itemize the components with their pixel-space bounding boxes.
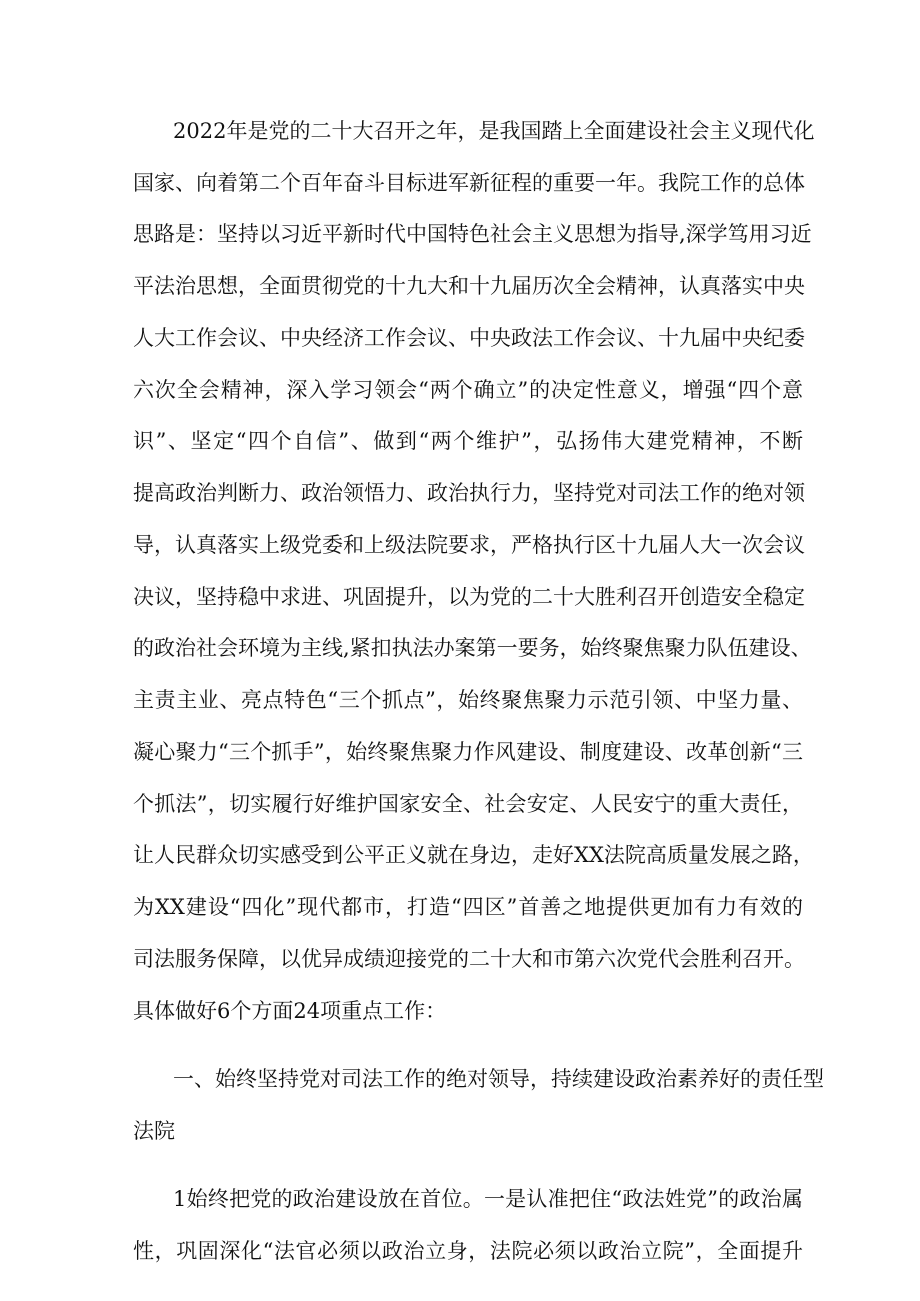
paragraph-line: 导，认真落实上级党委和上级法院要求，严格执行区十九届人大一次会议 xyxy=(133,533,805,557)
section-heading-line: 一、始终坚持党对司法工作的绝对领导，持续建设政治素养好的责任型 xyxy=(173,1067,824,1091)
paragraph-line: 具体做好6个方面24项重点工作： xyxy=(133,999,447,1023)
paragraph-line: 2022年是党的二十大召开之年，是我国踏上全面建设社会主义现代化 xyxy=(173,119,815,143)
paragraph-line: 为XX建设“四化”现代都市，打造“四区”首善之地提供更加有力有效的 xyxy=(133,895,803,919)
paragraph-line: 六次全会精神，深入学习领会“两个确立”的决定性意义，增强“四个意 xyxy=(133,378,803,402)
paragraph-line: 主责主业、亮点特色“三个抓点”，始终聚焦聚力示范引领、中坚力量、 xyxy=(133,688,803,712)
section-heading-line: 法院 xyxy=(133,1119,175,1143)
paragraph-line: 国家、向着第二个百年奋斗目标进军新征程的重要一年。我院工作的总体 xyxy=(133,171,805,195)
paragraph-line: 凝心聚力“三个抓手”，始终聚焦聚力作风建设、制度建设、改革创新“三 xyxy=(133,740,803,764)
paragraph-line: 决议，坚持稳中求进、巩固提升，以为党的二十大胜利召开创造安全稳定 xyxy=(133,585,805,609)
item-line: 1始终把党的政治建设放在首位。一是认准把住“政法姓党”的政治属 xyxy=(173,1187,803,1211)
item-line: 性，巩固深化“法官必须以政治立身，法院必须以政治立院”，全面提升 xyxy=(133,1239,803,1263)
paragraph-line: 思路是：坚持以习近平新时代中国特色社会主义思想为指导,深学笃用习近 xyxy=(133,222,812,246)
paragraph-line: 平法治思想，全面贯彻党的十九大和十九届历次全会精神，认真落实中央 xyxy=(133,274,805,298)
paragraph-line: 的政治社会环境为主线,紧扣执法办案第一要务，始终聚焦聚力队伍建设、 xyxy=(133,636,812,660)
paragraph-line: 识”、坚定“四个自信”、做到“两个维护”，弘扬伟大建党精神，不断 xyxy=(133,429,803,453)
paragraph-line: 个抓法”，切实履行好维护国家安全、社会安定、人民安宁的重大责任， xyxy=(133,792,803,816)
paragraph-line: 司法服务保障，以优异成绩迎接党的二十大和市第六次党代会胜利召开。 xyxy=(133,947,805,971)
paragraph-line: 提高政治判断力、政治领悟力、政治执行力，坚持党对司法工作的绝对领 xyxy=(133,481,805,505)
paragraph-line: 让人民群众切实感受到公平正义就在身边，走好XX法院高质量发展之路， xyxy=(133,843,814,867)
paragraph-line: 人大工作会议、中央经济工作会议、中央政法工作会议、十九届中央纪委 xyxy=(133,326,805,350)
